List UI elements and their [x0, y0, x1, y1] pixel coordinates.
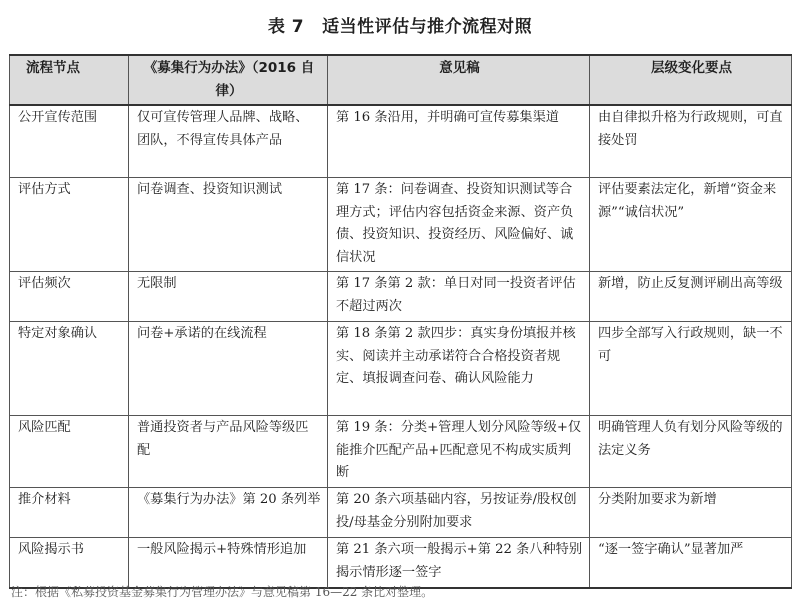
- table-row: [10, 105, 792, 178]
- cell-process-node: 特定对象确认: [10, 322, 129, 416]
- cell-old-rule: 普通投资者与产品风险等级匹配: [129, 416, 328, 488]
- cell-draft: 第 16 条沿用，并明确可宣传募集渠道: [328, 105, 590, 178]
- table-number: 表 7: [267, 17, 305, 37]
- cell-process-node: 公开宣传范围: [10, 105, 129, 178]
- cell-change-points: 新增，防止反复测评刷出高等级: [590, 272, 792, 322]
- table-footnote: 注：根据《私募投资基金募集行为管理办法》与意见稿第 16—22 条比对整理。: [11, 585, 434, 599]
- table-title: [0, 10, 800, 44]
- cell-process-node: 风险揭示书: [10, 538, 129, 589]
- header-old-rule: 《募集行为办法》（2016 自律）: [129, 55, 328, 105]
- table-row: [10, 488, 792, 538]
- cell-change-points: 评估要素法定化，新增“资金来源”“诚信状况”: [590, 178, 792, 272]
- cell-process-node: 推介材料: [10, 488, 129, 538]
- table-row: [10, 272, 792, 322]
- cell-change-points: 分类附加要求为新增: [590, 488, 792, 538]
- table-row: [10, 538, 792, 589]
- cell-process-node: 风险匹配: [10, 416, 129, 488]
- cell-old-rule: 无限制: [129, 272, 328, 322]
- cell-draft: 第 17 条第 2 款：单日对同一投资者评估不超过两次: [328, 272, 590, 322]
- header-change-points: 层级变化要点: [590, 55, 792, 105]
- cell-change-points: “逐一签字确认”显著加严: [590, 538, 792, 589]
- cell-process-node: 评估方式: [10, 178, 129, 272]
- cell-draft: 第 19 条：分类+管理人划分风险等级+仅能推介匹配产品+匹配意见不构成实质判断: [328, 416, 590, 488]
- table-row: [10, 322, 792, 416]
- header-process-node: 流程节点: [10, 55, 129, 105]
- cell-old-rule: 《募集行为办法》第 20 条列举: [129, 488, 328, 538]
- cell-process-node: 评估频次: [10, 272, 129, 322]
- header-draft: 意见稿: [328, 55, 590, 105]
- cell-old-rule: 一般风险揭示+特殊情形追加: [129, 538, 328, 589]
- table-row: [10, 416, 792, 488]
- cell-draft: 第 18 条第 2 款四步：真实身份填报并核实、阅读并主动承诺符合合格投资者规定、填报调查问卷、确认风险能力: [328, 322, 590, 416]
- cell-draft: 第 21 条六项一般揭示+第 22 条八种特别揭示情形逐一签字: [328, 538, 590, 589]
- cell-old-rule: 问卷+承诺的在线流程: [129, 322, 328, 416]
- cell-change-points: 由自律拟升格为行政规则，可直接处罚: [590, 105, 792, 178]
- cell-change-points: 四步全部写入行政规则，缺一不可: [590, 322, 792, 416]
- table-caption: 适当性评估与推介流程对照: [322, 17, 533, 37]
- comparison-table: [9, 54, 792, 589]
- table-row: [10, 178, 792, 272]
- cell-old-rule: 仅可宣传管理人品牌、战略、团队，不得宣传具体产品: [129, 105, 328, 178]
- cell-old-rule: 问卷调查、投资知识测试: [129, 178, 328, 272]
- cell-change-points: 明确管理人负有划分风险等级的法定义务: [590, 416, 792, 488]
- cell-draft: 第 17 条：问卷调查、投资知识测试等合理方式；评估内容包括资金来源、资产负债、投资知识、投资经历、风险偏好、诚信状况: [328, 178, 590, 272]
- table-header-row: [10, 55, 792, 105]
- cell-draft: 第 20 条六项基础内容，另按证券/股权创投/母基金分别附加要求: [328, 488, 590, 538]
